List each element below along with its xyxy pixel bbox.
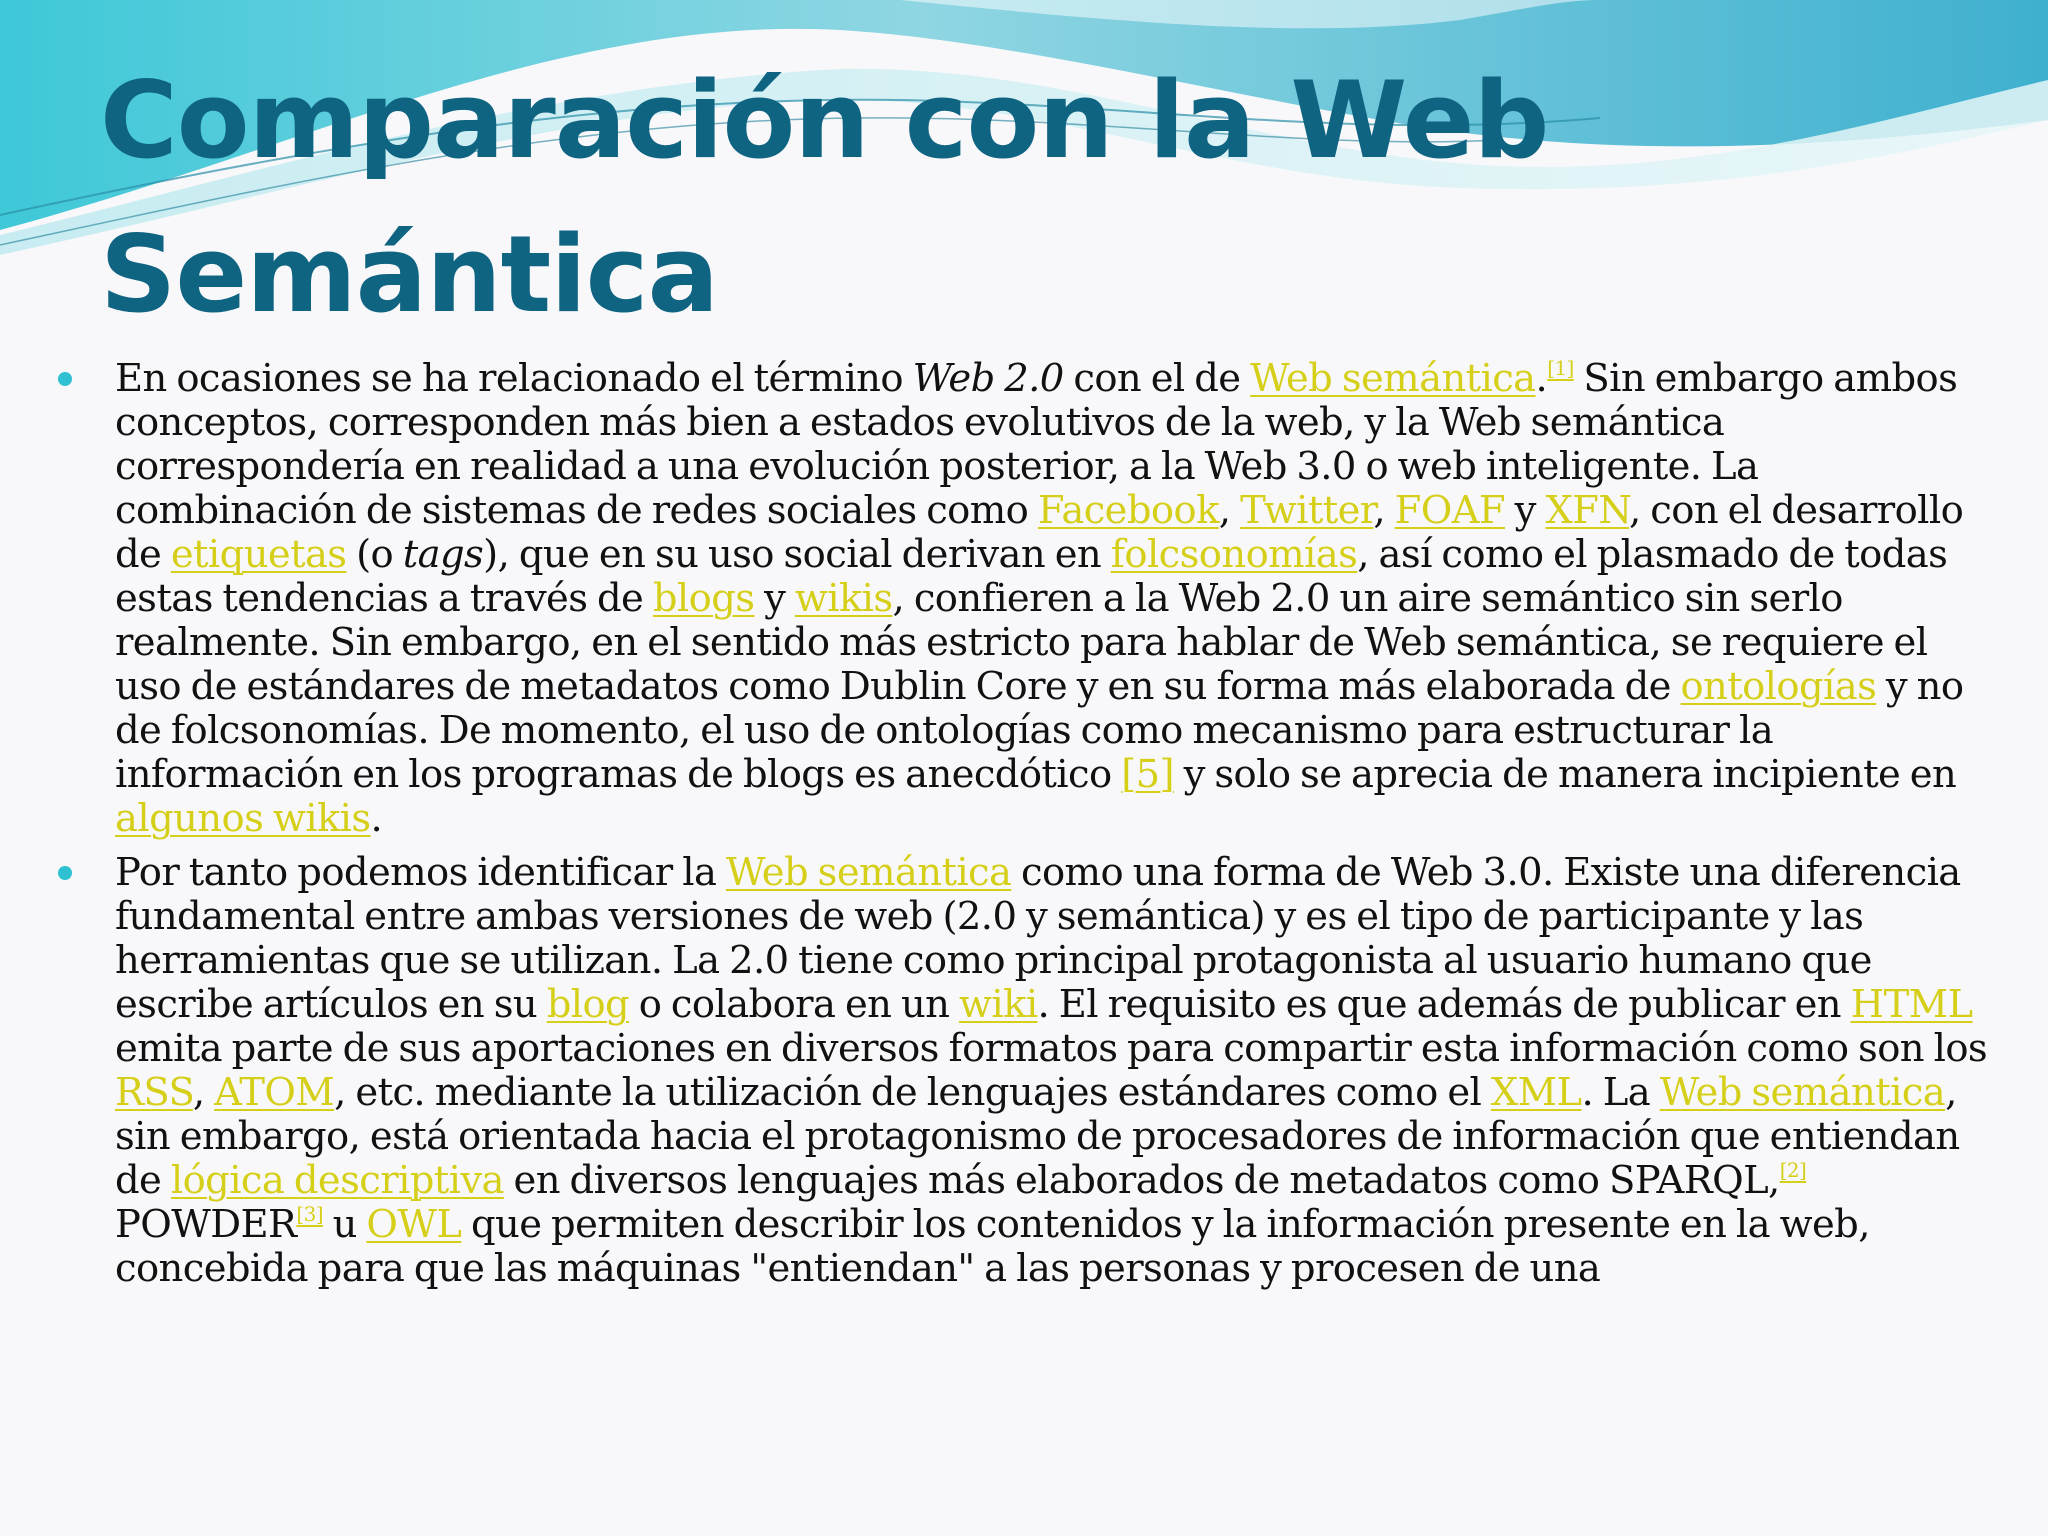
superscript <box>1547 356 1574 380</box>
reference-link[interactable]: [1] <box>1547 356 1574 380</box>
bullet-list <box>58 357 1998 1301</box>
body-text: En ocasiones se ha relacionado el término <box>115 356 913 401</box>
text-link[interactable]: etiquetas <box>170 532 347 577</box>
body-text: que permiten describir los contenidos y la información presente en la web, concebida para que las máquinas "entiendan" a las personas y procesen de una <box>115 1202 1870 1291</box>
text-link[interactable]: blogs <box>652 576 755 621</box>
text-link[interactable]: wiki <box>959 982 1038 1027</box>
body-text: . <box>370 796 383 841</box>
text-link[interactable]: [5] <box>1121 752 1174 797</box>
body-text: (o <box>346 532 403 577</box>
body-text: con el de <box>1063 356 1251 401</box>
text-link[interactable]: Twitter <box>1240 488 1374 533</box>
body-text: , <box>1373 488 1395 533</box>
text-link[interactable]: ontologías <box>1680 664 1877 709</box>
text-link[interactable]: wikis <box>794 576 893 621</box>
body-text: , así como el plasmado de todas estas tendencias a través de <box>115 532 1948 621</box>
body-text: , con el desarrollo de <box>115 488 1964 577</box>
text-link[interactable]: algunos wikis <box>115 796 371 841</box>
text-link[interactable]: Web semántica <box>1659 1070 1946 1115</box>
slide-title <box>100 44 1900 352</box>
body-text: y <box>1505 488 1546 533</box>
superscript <box>1780 1158 1807 1182</box>
body-text: , etc. mediante la utilización de lenguajes estándares como el <box>334 1070 1491 1115</box>
text-link[interactable]: OWL <box>366 1202 462 1247</box>
text-link[interactable]: HTML <box>1850 982 1973 1027</box>
text-link[interactable]: RSS <box>115 1070 193 1115</box>
title-line-2: Semántica <box>100 213 719 336</box>
body-text: , sin embargo, está orientada hacia el protagonismo de procesadores de información que entiendan de <box>115 1070 1960 1203</box>
text-link[interactable]: FOAF <box>1394 488 1506 533</box>
body-text: o colabora en un <box>629 982 960 1027</box>
bullet-item <box>58 357 1998 841</box>
body-text: POWDER <box>115 1202 297 1247</box>
reference-link[interactable]: [3] <box>296 1202 323 1226</box>
bullet-dot-icon <box>58 372 72 386</box>
emphasis-text: tags <box>402 532 484 577</box>
body-text: en diversos lenguajes más elaborados de metadatos como SPARQL, <box>503 1158 1780 1203</box>
body-text: . La <box>1581 1070 1660 1115</box>
body-text: Por tanto podemos identificar la <box>115 850 726 895</box>
body-text: . El requisito es que además de publicar en <box>1037 982 1851 1027</box>
text-link[interactable]: folcsonomías <box>1110 532 1358 577</box>
text-link[interactable]: blog <box>546 982 630 1027</box>
body-text: como una forma de Web 3.0. Existe una diferencia fundamental entre ambas versiones de web (2.0 y semántica) y es el tipo de participante y las herramientas que se utilizan. La 2.0 tiene como principal protagonista al usuario humano que escribe artículos en su <box>115 850 1961 1027</box>
reference-link[interactable]: [2] <box>1779 1158 1807 1182</box>
body-text: , confieren a la Web 2.0 un aire semántico sin serlo realmente. Sin embargo, en el sentido más estricto para hablar de Web semántica, se requiere el uso de estándares de metadatos como Dublin Core y en su forma más elaborada de <box>115 576 1928 709</box>
body-text: y solo se aprecia de manera incipiente en <box>1173 752 1957 797</box>
body-text: , <box>1218 488 1241 533</box>
body-text: y no de folcsonomías. De momento, el uso de ontologías como mecanismo para estructurar la información en los programas de blogs es anecdótico <box>115 664 1964 797</box>
text-link[interactable]: ATOM <box>214 1070 335 1115</box>
body-text: , <box>192 1070 215 1115</box>
text-link[interactable]: Facebook <box>1037 488 1219 533</box>
body-text: y <box>754 576 795 621</box>
body-text: . <box>1535 356 1548 401</box>
emphasis-text: Web 2.0 <box>912 356 1064 401</box>
text-link[interactable]: XML <box>1490 1070 1582 1115</box>
text-link[interactable]: XFN <box>1545 488 1630 533</box>
bullet-dot-icon <box>58 866 72 880</box>
body-text: Sin embargo ambos conceptos, corresponden más bien a estados evolutivos de la web, y la Web semántica correspondería en realidad a una evolución posterior, a la Web 3.0 o web inteligente. La combinación de sistemas de redes sociales como <box>115 356 1958 533</box>
body-text: ), que en su uso social derivan en <box>483 532 1111 577</box>
body-text: u <box>322 1202 367 1247</box>
text-link[interactable]: lógica descriptiva <box>170 1158 504 1203</box>
text-link[interactable]: Web semántica <box>725 850 1012 895</box>
superscript <box>296 1202 323 1226</box>
body-text: emita parte de sus aportaciones en diversos formatos para compartir esta información como son los <box>115 1026 1988 1071</box>
text-link[interactable]: Web semántica <box>1250 356 1536 401</box>
title-line-1: Comparación con la Web <box>100 59 1549 182</box>
bullet-item <box>58 851 1998 1291</box>
